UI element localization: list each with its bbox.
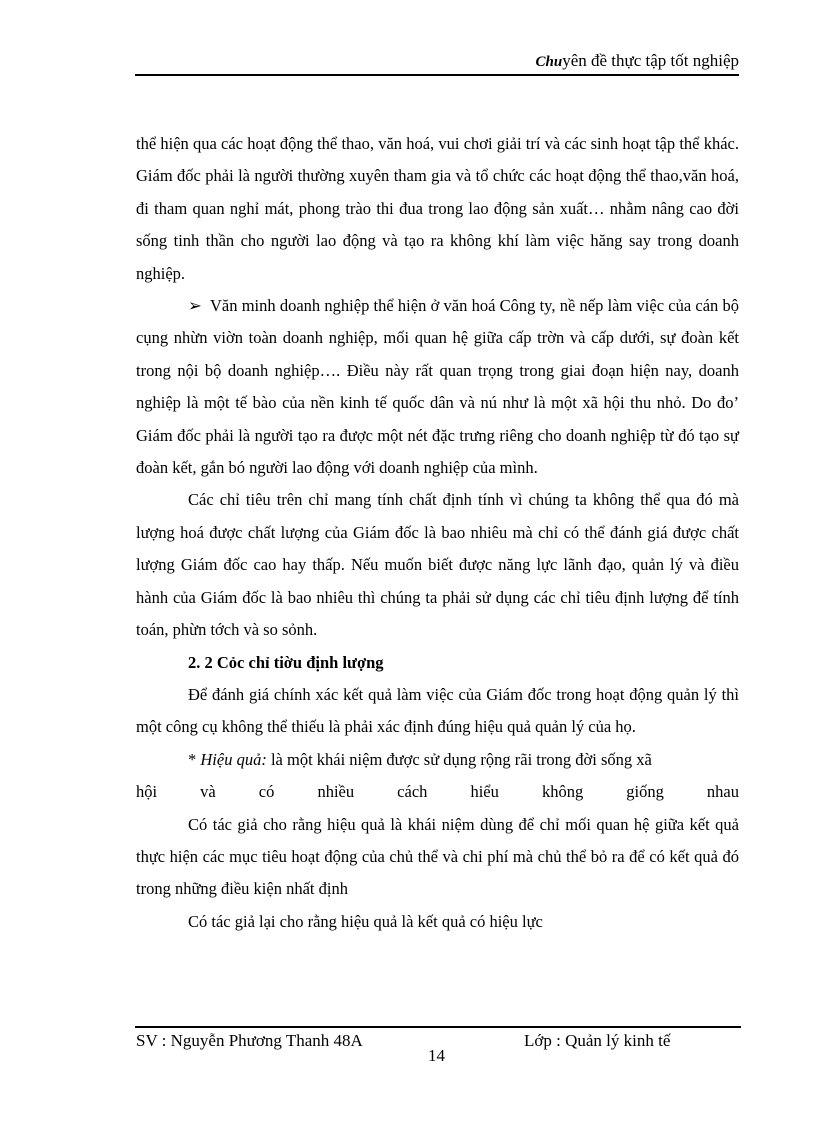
paragraph-5-term: Hiệu quả:	[200, 749, 267, 769]
paragraph-3: Các chỉ tiêu trên chỉ mang tính chất định tính vì chúng ta không thể qua đó mà lượng hoá được chất lượng của Giám đốc là bao nhiêu mà chỉ có thể đánh giá được chất lượng Giám đốc cao hay thấp. Nếu muốn biết được năng lực lãnh đạo, quản lý và điều hành của Giám đốc là bao nhiêu thì chúng ta phải sử dụng các chỉ tiêu định lượng để tính toán, phừn tớch và so sỏnh.	[136, 490, 739, 640]
paragraph-7: Có tác giả lại cho rằng hiệu quả là kết quả có hiệu lực	[188, 911, 543, 931]
paragraph-5-line-1	[136, 744, 739, 776]
page-body	[136, 128, 739, 938]
section-heading: 2. 2 Cỏc chỉ tiờu định lượng	[188, 652, 384, 672]
header-title: yên đề thực tập tốt nghiệp	[562, 51, 739, 70]
footer-divider	[135, 1026, 741, 1028]
paragraph-2-text: Văn minh doanh nghiệp thể hiện ở văn hoá Công ty, nề nếp làm việc của cán bộ cụng nhừn viờn toàn doanh nghiệp, mối quan hệ giữa cấp trờn và cấp dưới, sự đoàn kết trong nội bộ doanh nghiệp…. Điều này rất quan trọng trong giai đoạn hiện nay, doanh nghiệp là một tế bào của nền kinh tế quốc dân và nú như là một xã hội thu nhỏ. Do đo’ Giám đốc phải là người tạo ra được một nét đặc trưng riêng cho doanh nghiệp từ đó tạo sự đoàn kết, gắn bó người lao động với doanh nghiệp của mình.	[136, 296, 739, 478]
paragraph-2-bullet	[136, 290, 739, 484]
paragraph-5-line-2: hội và có nhiều cách hiểu không giống nhau	[136, 782, 739, 802]
arrow-bullet-icon: ➢	[188, 296, 202, 316]
paragraph-4: Để đánh giá chính xác kết quả làm việc của Giám đốc trong hoạt động quản lý thì một công cụ không thể thiếu là phải xác định đúng hiệu quả quản lý của họ.	[136, 684, 739, 737]
paragraph-5-prefix: *	[188, 749, 201, 769]
paragraph-6: Có tác giả cho rằng hiệu quả là khái niệm dùng để chỉ mối quan hệ giữa kết quả thực hiện các mục tiêu hoạt động của chủ thể và chi phí mà chủ thể bỏ ra để có kết quả đó trong những điều kiện nhất định	[136, 814, 739, 899]
paragraph-1: thể hiện qua các hoạt động thể thao, văn hoá, vui chơi giải trí và các sinh hoạt tập thể khác. Giám đốc phải là người thường xuyên tham gia và tổ chức các hoạt động thể thao,văn hoá, đi tham quan nghỉ mát, phong trào thi đua trong lao động sản xuất… nhằm nâng cao đời sống tinh thần cho người lao động và tạo ra không khí làm việc hăng say trong doanh nghiệp.	[136, 134, 739, 283]
page-number: 14	[428, 1046, 445, 1065]
paragraph-5-line-1-text: là một khái niệm được sử dụng rộng rãi trong đời sống xã	[266, 749, 652, 769]
header-script-prefix: Chu	[535, 54, 563, 70]
page-header	[135, 48, 739, 76]
footer-student: SV : Nguyễn Phương Thanh 48A	[136, 1031, 363, 1050]
footer-class: Lớp : Quản lý kinh tế	[524, 1031, 671, 1050]
